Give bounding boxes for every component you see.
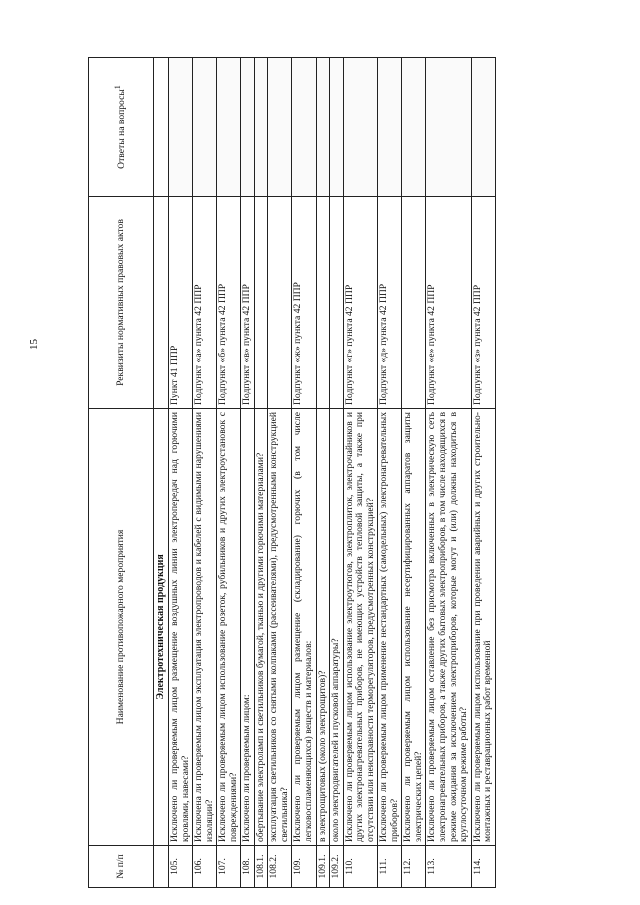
header-requisites: Реквизиты нормативных правовых актов bbox=[89, 197, 154, 409]
row-ref: Подпункт «ж» пункта 42 ППР bbox=[292, 197, 316, 409]
row-text: Исключено ли проверяемым лицом использование несертифицированных аппаратов защиты электрических цепей? bbox=[402, 409, 426, 846]
row-answer[interactable] bbox=[241, 58, 255, 197]
row-text: Исключено ли проверяемым лицом: bbox=[241, 409, 255, 846]
row-ref bbox=[330, 197, 344, 409]
row-answer[interactable] bbox=[402, 58, 426, 197]
row-answer[interactable] bbox=[330, 58, 344, 197]
table-row bbox=[316, 58, 330, 888]
header-name: Наименование противопожарного мероприятия bbox=[89, 409, 154, 846]
row-num: 106. bbox=[193, 846, 217, 888]
row-answer[interactable] bbox=[426, 58, 471, 197]
row-num: 112. bbox=[402, 846, 426, 888]
row-ref: Подпункт «в» пункта 42 ППР bbox=[241, 197, 255, 409]
row-text: Исключено ли проверяемым лицом оставление без присмотра включенных в электрическую сеть электронагревательных приборов, а также других бытовых электроприборов, в том числе находящихся в режиме ожидания за исключением электроприборов, которые могут и (или) должны находиться в круглосуточном режиме работы? bbox=[426, 409, 471, 846]
row-answer[interactable] bbox=[316, 58, 330, 197]
row-ref: Подпункт «д» пункта 42 ППР bbox=[378, 197, 402, 409]
row-text: в электрощитовых (около электрощитов)? bbox=[316, 409, 330, 846]
row-answer[interactable] bbox=[292, 58, 316, 197]
table-row bbox=[254, 58, 268, 888]
row-text: Исключено ли проверяемым лицом использование при проведении аварийных и других строительно-монтажных и реставрационных работ временной bbox=[471, 409, 495, 846]
row-ref bbox=[402, 197, 426, 409]
table-row bbox=[471, 58, 495, 888]
table-row bbox=[217, 58, 241, 888]
row-num: 105. bbox=[169, 846, 193, 888]
table-row bbox=[241, 58, 255, 888]
row-text: Исключено ли проверяемым лицом размещение воздушных линии электропередач над горючими кровлями, навесами? bbox=[169, 409, 193, 846]
row-num: 109.2. bbox=[330, 846, 344, 888]
row-ref bbox=[268, 197, 292, 409]
section-answer-cell bbox=[154, 58, 169, 197]
row-num: 107. bbox=[217, 846, 241, 888]
row-ref: Подпункт «б» пункта 42 ППР bbox=[217, 197, 241, 409]
section-ref-cell bbox=[154, 197, 169, 409]
row-text: обертывание электроламп и светильников бумагой, тканью и другими горючими материалами? bbox=[254, 409, 268, 846]
table-row bbox=[426, 58, 471, 888]
row-answer[interactable] bbox=[169, 58, 193, 197]
table-header-row bbox=[89, 58, 154, 888]
row-answer[interactable] bbox=[217, 58, 241, 197]
row-num: 111. bbox=[378, 846, 402, 888]
row-num: 114. bbox=[471, 846, 495, 888]
section-row bbox=[154, 58, 169, 888]
table-row bbox=[343, 58, 378, 888]
row-text: Исключено ли проверяемым лицом использование электроутюгов, электроплиток, электрочайников и других электронагревательных приборов, не имеющих устройств тепловой защиты, а также при отсутствии или неисправности терморегуляторов, предусмотренных конструкцией? bbox=[343, 409, 378, 846]
row-num: 109. bbox=[292, 846, 316, 888]
row-ref: Пункт 41 ППР bbox=[169, 197, 193, 409]
row-num: 108. bbox=[241, 846, 255, 888]
table-row bbox=[292, 58, 316, 888]
row-ref bbox=[316, 197, 330, 409]
table-row bbox=[402, 58, 426, 888]
header-answers-label: Ответы на вопросы bbox=[116, 89, 128, 169]
row-num: 113. bbox=[426, 846, 471, 888]
table-row bbox=[378, 58, 402, 888]
header-answers bbox=[89, 58, 154, 197]
row-text: Исключено ли проверяемым лицом размещение (складирование) горючих (в том числе легковоспламеняющихся) веществ и материалов: bbox=[292, 409, 316, 846]
row-text: Исключено ли проверяемым лицом применение нестандартных (самодельных) электронагревательных приборов? bbox=[378, 409, 402, 846]
table-row bbox=[193, 58, 217, 888]
section-num-cell bbox=[154, 846, 169, 888]
row-text: эксплуатация светильников со снятыми колпаками (рассеивателями), предусмотренными конструкцией светильника? bbox=[268, 409, 292, 846]
row-answer[interactable] bbox=[471, 58, 495, 197]
page-number: 15 bbox=[28, 339, 40, 350]
row-ref: Подпункт «е» пункта 42 ППР bbox=[426, 197, 471, 409]
table-row bbox=[330, 58, 344, 888]
row-text: около электродвигателей и пусковой аппаратуры? bbox=[330, 409, 344, 846]
table-row bbox=[169, 58, 193, 888]
header-num: № п/п bbox=[89, 846, 154, 888]
row-text: Исключено ли проверяемым лицом использование розеток, рубильников и других электроустановок с повреждениями? bbox=[217, 409, 241, 846]
footnote-marker: 1 bbox=[113, 85, 123, 90]
row-ref: Подпункт «з» пункта 42 ППР bbox=[471, 197, 495, 409]
table-row bbox=[268, 58, 292, 888]
row-answer[interactable] bbox=[378, 58, 402, 197]
row-answer[interactable] bbox=[268, 58, 292, 197]
fire-safety-table bbox=[88, 57, 496, 888]
row-text: Исключена ли проверяемым лицом эксплуатация электропроводов и кабелей с видимыми нарушениями изоляции? bbox=[193, 409, 217, 846]
row-ref bbox=[254, 197, 268, 409]
section-title: Электротехническая продукция bbox=[154, 409, 169, 846]
rotated-table-container bbox=[88, 58, 612, 888]
row-num: 108.2. bbox=[268, 846, 292, 888]
row-num: 109.1. bbox=[316, 846, 330, 888]
row-num: 110. bbox=[343, 846, 378, 888]
row-num: 108.1. bbox=[254, 846, 268, 888]
row-answer[interactable] bbox=[193, 58, 217, 197]
row-ref: Подпункт «г» пункта 42 ППР bbox=[343, 197, 378, 409]
row-answer[interactable] bbox=[343, 58, 378, 197]
row-ref: Подпункт «а» пункта 42 ППР bbox=[193, 197, 217, 409]
row-answer[interactable] bbox=[254, 58, 268, 197]
